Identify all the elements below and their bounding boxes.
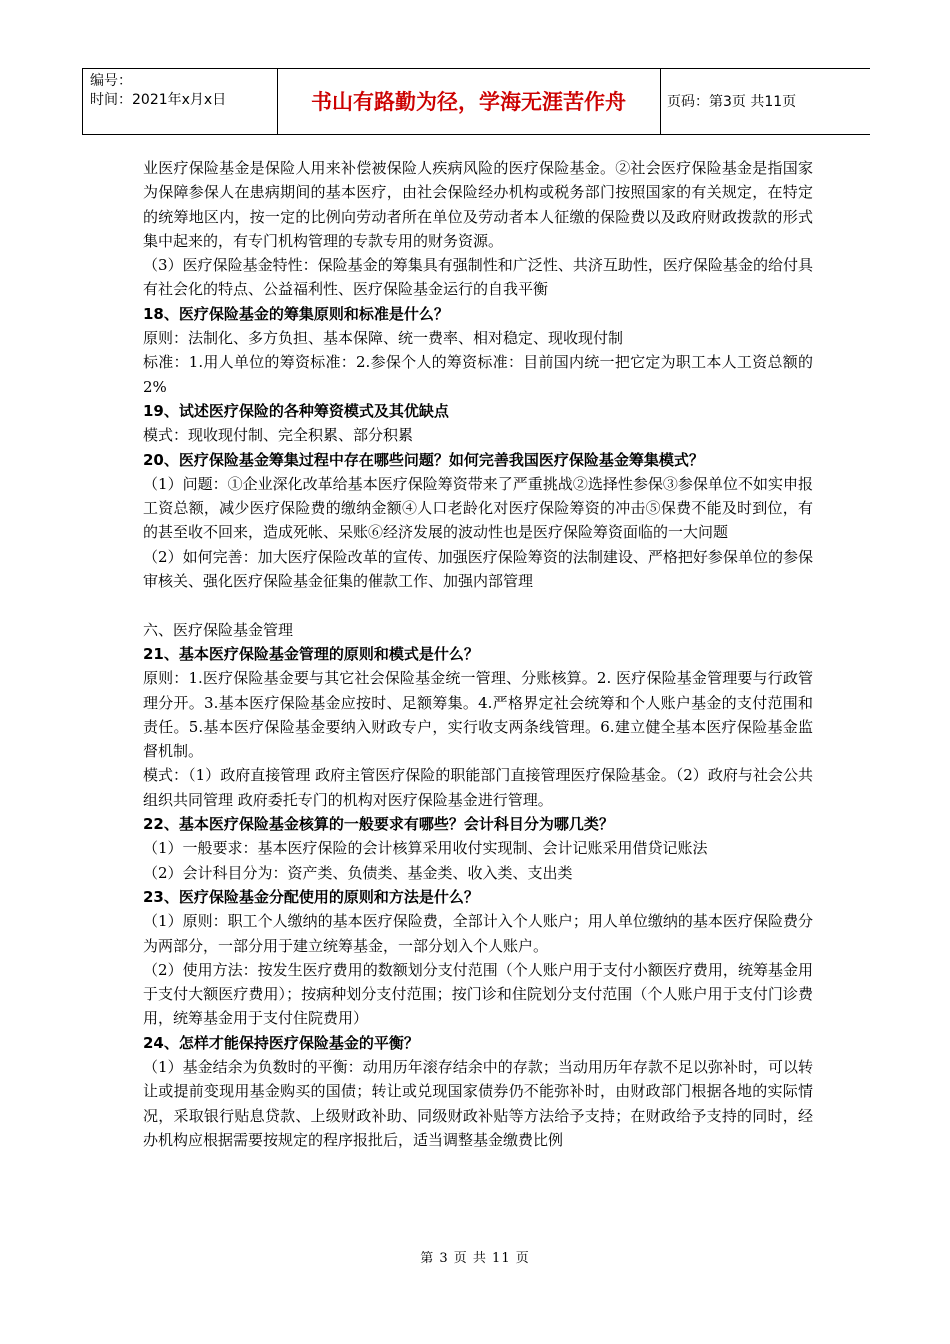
body-paragraph: （2）会计科目分为：资产类、负债类、基金类、收入类、支出类 (143, 863, 573, 882)
body-paragraph: 原则：1.医疗保险基金要与其它社会保险基金统一管理、分账核算。2. 医疗保险基金管理要与行政管理分开。3.基本医疗保险基金应按时、足额筹集。4.严格界定社会统筹和个人账户基金的支付范围和责任。5.基本医疗保险基金要纳入财政专户，实行收支两条线管理。6.建立健全基本医疗保险基金监督机制。 (143, 669, 813, 761)
question-heading: 24、怎样才能保持医疗保险基金的平衡？ (143, 1033, 419, 1052)
header-motto: 书山有路勤为径，学海无涯苦作舟 (311, 90, 626, 114)
document-date: 时间：2021年x月x日 (90, 92, 227, 108)
header-meta (90, 72, 270, 110)
header-divider (82, 68, 83, 135)
body-paragraph: 原则：法制化、多方负担、基本保障、统一费率、相对稳定、现收现付制 (143, 329, 624, 348)
question-heading: 18、医疗保险基金的筹集原则和标准是什么？ (143, 304, 449, 323)
question-heading: 19、试述医疗保险的各种筹资模式及其优缺点 (143, 401, 449, 420)
page-header (82, 68, 870, 134)
blank-line (143, 593, 813, 617)
body-paragraph: （2）如何完善：加大医疗保险改革的宣传、加强医疗保险筹资的法制建设、严格把好参保单位的参保审核关、强化医疗保险基金征集的催款工作、加强内部管理 (143, 547, 813, 591)
document-body (143, 156, 813, 1152)
question-heading: 23、医疗保险基金分配使用的原则和方法是什么？ (143, 887, 479, 906)
header-bottom-rule (82, 134, 870, 135)
body-paragraph: 标准：1.用人单位的筹资标准：2.参保个人的筹资标准：目前国内统一把它定为职工本人工资总额的2% (143, 353, 813, 396)
body-paragraph: 模式：现收现付制、完全积累、部分积累 (143, 426, 414, 445)
question-heading: 20、医疗保险基金筹集过程中存在哪些问题？如何完善我国医疗保险基金筹集模式？ (143, 450, 704, 469)
body-paragraph: （1）原则：职工个人缴纳的基本医疗保险费，全部计入个人账户；用人单位缴纳的基本医疗保险费分为两部分，一部分用于建立统筹基金，一部分划入个人账户。 (143, 912, 813, 955)
body-paragraph: （1）问题：①企业深化改革给基本医疗保险筹资带来了严重挑战②选择性参保③参保单位不如实申报工资总额，减少医疗保险费的缴纳金额④人口老龄化对医疗保险筹资的冲击⑤保费不能及时到位，有的甚至收不回来，造成死帐、呆账⑥经济发展的波动性也是医疗保险筹资面临的一大问题 (143, 474, 813, 542)
header-divider (660, 68, 661, 135)
header-page-info: 页码：第3页 共11页 (667, 94, 797, 110)
question-heading: 22、基本医疗保险基金核算的一般要求有哪些？会计科目分为哪几类？ (143, 815, 614, 834)
body-paragraph: （1）基金结余为负数时的平衡：动用历年滚存结余中的存款；当动用历年存款不足以弥补时，可以转让或提前变现用基金购买的国债；转让或兑现国家债券仍不能弥补时，由财政部门根据各地的实际情况，采取银行贴息贷款、上级财政补助、同级财政补贴等方法给予支持；在财政给予支持的同时，经办机构应根据需要按规定的程序报批后，适当调整基金缴费比例 (143, 1057, 813, 1149)
body-paragraph: （3）医疗保险基金特性：保险基金的筹集具有强制性和广泛性、共济互助性，医疗保险基金的给付具有社会化的特点、公益福利性、医疗保险基金运行的自我平衡 (143, 256, 813, 299)
body-paragraph: 六、医疗保险基金管理 (143, 620, 294, 639)
question-heading: 21、基本医疗保险基金管理的原则和模式是什么？ (143, 644, 479, 663)
document-number-label: 编号： (90, 73, 132, 89)
body-paragraph: （2）使用方法：按发生医疗费用的数额划分支付范围（个人账户用于支付小额医疗费用，统筹基金用于支付大额医疗费用）；按病种划分支付范围；按门诊和住院划分支付范围（个人账户用于支付门诊费用，统筹基金用于支付住院费用） (143, 960, 813, 1028)
page-footer: 第 3 页 共 11 页 (420, 1251, 530, 1266)
body-paragraph: 业医疗保险基金是保险人用来补偿被保险人疾病风险的医疗保险基金。②社会医疗保险基金是指国家为保障参保人在患病期间的基本医疗，由社会保险经办机构或税务部门按照国家的有关规定，在特定的统筹地区内，按一定的比例向劳动者所在单位及劳动者本人征缴的保险费以及政府财政拨款的形式集中起来的，有专门机构管理的专款专用的财务资源。 (143, 159, 813, 250)
body-paragraph: （1）一般要求：基本医疗保险的会计核算采用收付实现制、会计记账采用借贷记账法 (143, 839, 708, 858)
body-paragraph: 模式：（1）政府直接管理 政府主管医疗保险的职能部门直接管理医疗保险基金。（2）政府与社会公共组织共同管理 政府委托专门的机构对医疗保险基金进行管理。 (143, 766, 813, 809)
